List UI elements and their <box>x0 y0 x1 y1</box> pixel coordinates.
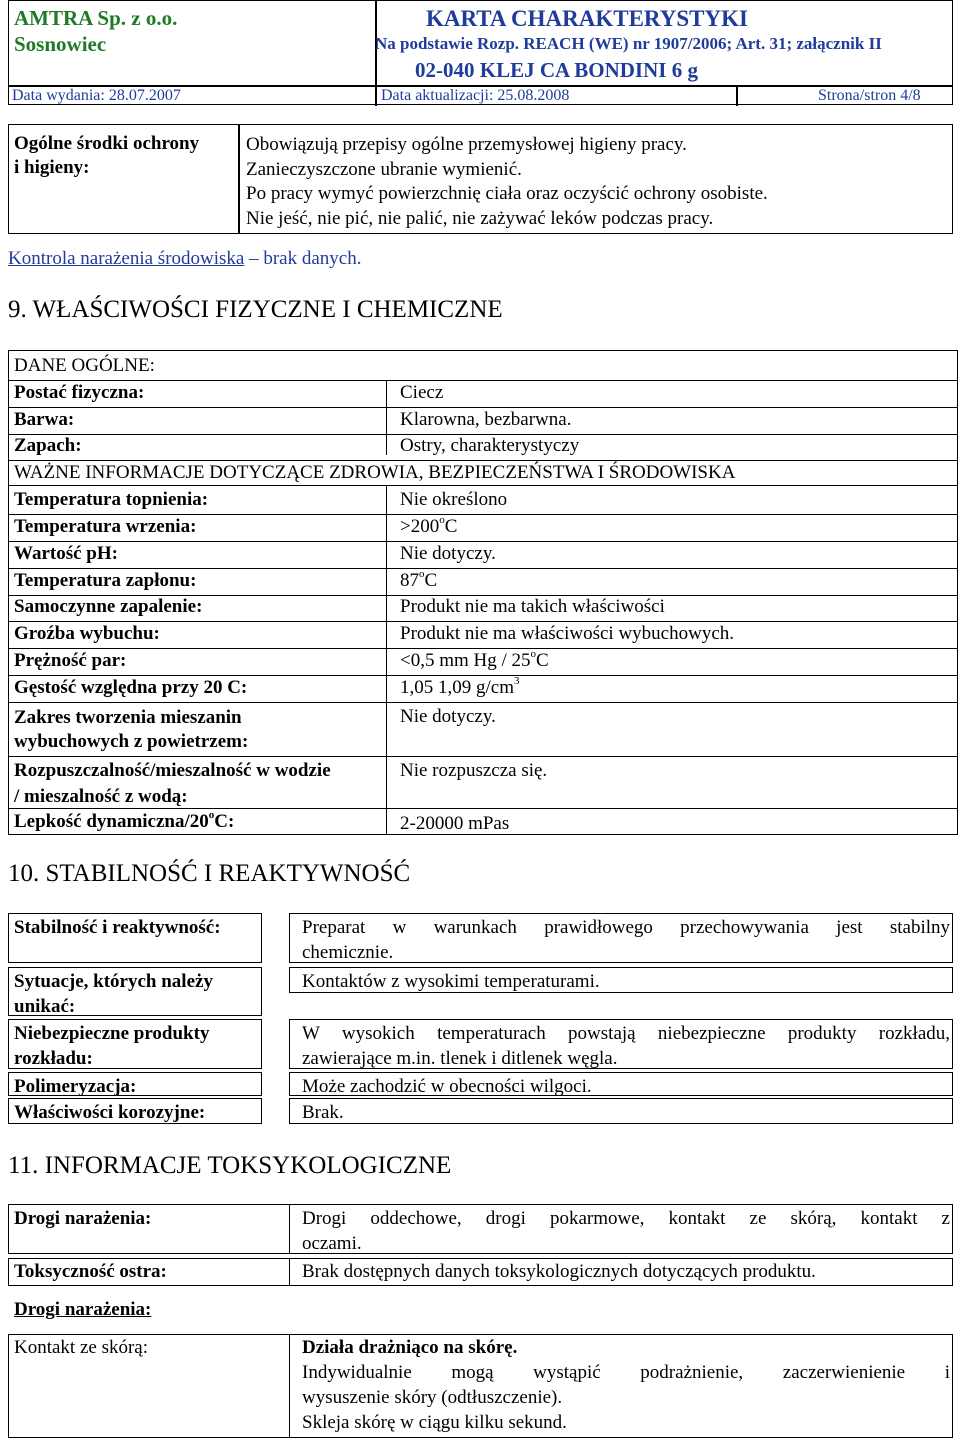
general-row-value: Ostry, charakterystyczy <box>400 435 580 456</box>
important-info-heading: WAŻNE INFORMACJE DOTYCZĄCE ZDROWIA, BEZPIECZEŃSTWA I ŚRODOWISKA <box>14 462 736 483</box>
general-row-value: Klarowna, bezbarwna. <box>400 409 572 430</box>
property-value: Nie dotyczy. <box>400 543 496 564</box>
property-key: Gęstość względna przy 20 C: <box>14 677 248 698</box>
stability-key: Właściwości korozyjne: <box>14 1102 206 1123</box>
property-key: Prężność par: <box>14 650 127 671</box>
company-city: Sosnowiec <box>14 32 107 56</box>
routes-value-1: Drogi oddechowe, drogi pokarmowe, kontakt ze skórą, kontakt z <box>302 1208 950 1229</box>
property-value: Produkt nie ma właściwości wybuchowych. <box>400 623 735 644</box>
stability-value: Może zachodzić w obecności wilgoci. <box>302 1076 592 1097</box>
hygiene-line: Nie jeść, nie pić, nie palić, nie zażywać leków podczas pracy. <box>246 207 714 229</box>
regulation-reference: Na podstawie Rozp. REACH (WE) nr 1907/2006; Art. 31; załącznik II <box>375 34 882 53</box>
property-key: Temperatura wrzenia: <box>14 516 197 537</box>
section-11-title: 11. INFORMACJE TOKSYKOLOGICZNE <box>8 1152 452 1179</box>
stability-key: Stabilność i reaktywność: <box>14 917 221 938</box>
property-key: Samoczynne zapalenie: <box>14 596 203 617</box>
company-name: AMTRA Sp. z o.o. <box>14 6 178 30</box>
section-9-title: 9. WŁAŚCIWOŚCI FIZYCZNE I CHEMICZNE <box>8 296 503 323</box>
general-row-key: Zapach: <box>14 435 82 456</box>
stability-value: Brak. <box>302 1102 344 1123</box>
property-value: 1,05 1,09 $g/cm^3$ <box>400 675 520 698</box>
stability-key: Niebezpieczne produkty rozkładu: <box>14 1023 210 1069</box>
hygiene-line: Po pracy wymyć powierzchnię ciała oraz oczyścić ochrony osobiste. <box>246 183 768 204</box>
environment-label: Kontrola narażenia środowiska <box>8 248 245 269</box>
hygiene-line: Obowiązują przepisy ogólne przemysłowej higieny pracy. <box>246 134 687 155</box>
property-value: Produkt nie ma takich właściwości <box>400 596 665 617</box>
page-number: Strona/stron 4/8 <box>818 87 921 104</box>
general-data-heading: DANE OGÓLNE: <box>14 355 155 376</box>
explosive-range-key: Zakres tworzenia mieszanin wybuchowych z powietrzem: <box>14 707 249 752</box>
environment-value: brak danych. <box>258 248 362 269</box>
hygiene-line: Zanieczyszczone ubranie wymienić. <box>246 158 522 180</box>
skin-contact-line-2: Indywidualnie mogą wystąpić podrażnienie, zaczerwienienie i <box>302 1362 950 1383</box>
solubility-key: Rozpuszczalność/mieszalność w wodzie / mieszalność z wodą: <box>14 760 331 807</box>
acute-toxicity-key: Toksyczność ostra: <box>14 1261 167 1282</box>
hygiene-text <box>246 133 768 231</box>
skin-contact-line-3: wysuszenie skóry (odtłuszczenie). <box>302 1387 563 1408</box>
routes-key: Drogi narażenia: <box>14 1208 152 1229</box>
skin-contact-line-4: Skleja skórę w ciągu kilku sekund. <box>302 1412 567 1433</box>
stability-key: Polimeryzacja: <box>14 1076 137 1097</box>
property-key: Temperatura topnienia: <box>14 489 209 510</box>
issue-date: Data wydania: 28.07.2007 <box>12 87 181 104</box>
property-value: <0,5 mm Hg / 25$^o$C <box>400 648 549 671</box>
document-title: KARTA CHARAKTERYSTYKI <box>426 6 748 31</box>
stability-value: Preparat w warunkach prawidłowego przechowywania jest stabilny chemicznie. <box>302 917 950 963</box>
property-key: Wartość pH: <box>14 543 118 564</box>
hygiene-label-2: i higieny: <box>14 157 90 178</box>
skin-contact-key: Kontakt ze skórą: <box>14 1337 149 1358</box>
skin-contact-effect: Działa drażniąco na skórę. <box>302 1337 518 1358</box>
property-value: Nie określono <box>400 489 508 510</box>
explosive-range-value: Nie dotyczy. <box>400 706 496 727</box>
routes-key-2: Drogi narażenia: <box>14 1299 152 1320</box>
viscosity-key: Lepkość dynamiczna/20$^o$C: <box>14 809 235 832</box>
stability-value: Kontaktów z wysokimi temperaturami. <box>302 971 600 992</box>
stability-value: W wysokich temperaturach powstają niebezpieczne produkty rozkładu, zawierające m.in. tlenek i ditlenek węgla. <box>302 1023 950 1069</box>
general-row-key: Postać fizyczna: <box>14 382 145 403</box>
environment-exposure: Kontrola narażenia środowiska – brak danych. <box>8 248 362 269</box>
property-key: Temperatura zapłonu: <box>14 570 197 591</box>
hygiene-label-1: Ogólne środki ochrony <box>14 133 200 154</box>
product-name: 02-040 KLEJ CA BONDINI 6 g <box>415 58 698 82</box>
general-row-value: Ciecz <box>400 382 444 403</box>
stability-key: Sytuacje, których należy unikać: <box>14 971 213 1017</box>
update-date: Data aktualizacji: 25.08.2008 <box>381 87 570 104</box>
property-value: 87$^o$C <box>400 568 438 591</box>
solubility-value: Nie rozpuszcza się. <box>400 760 548 781</box>
acute-toxicity-value: Brak dostępnych danych toksykologicznych dotyczących produktu. <box>302 1261 816 1282</box>
property-value: $>200^oC$ <box>400 514 458 537</box>
viscosity-value: 2-20000 mPas <box>400 813 510 834</box>
property-key: Groźba wybuchu: <box>14 623 160 644</box>
section-10-title: 10. STABILNOŚĆ I REAKTYWNOŚĆ <box>8 860 411 887</box>
general-row-key: Barwa: <box>14 409 75 430</box>
routes-value-2: oczami. <box>302 1233 362 1254</box>
